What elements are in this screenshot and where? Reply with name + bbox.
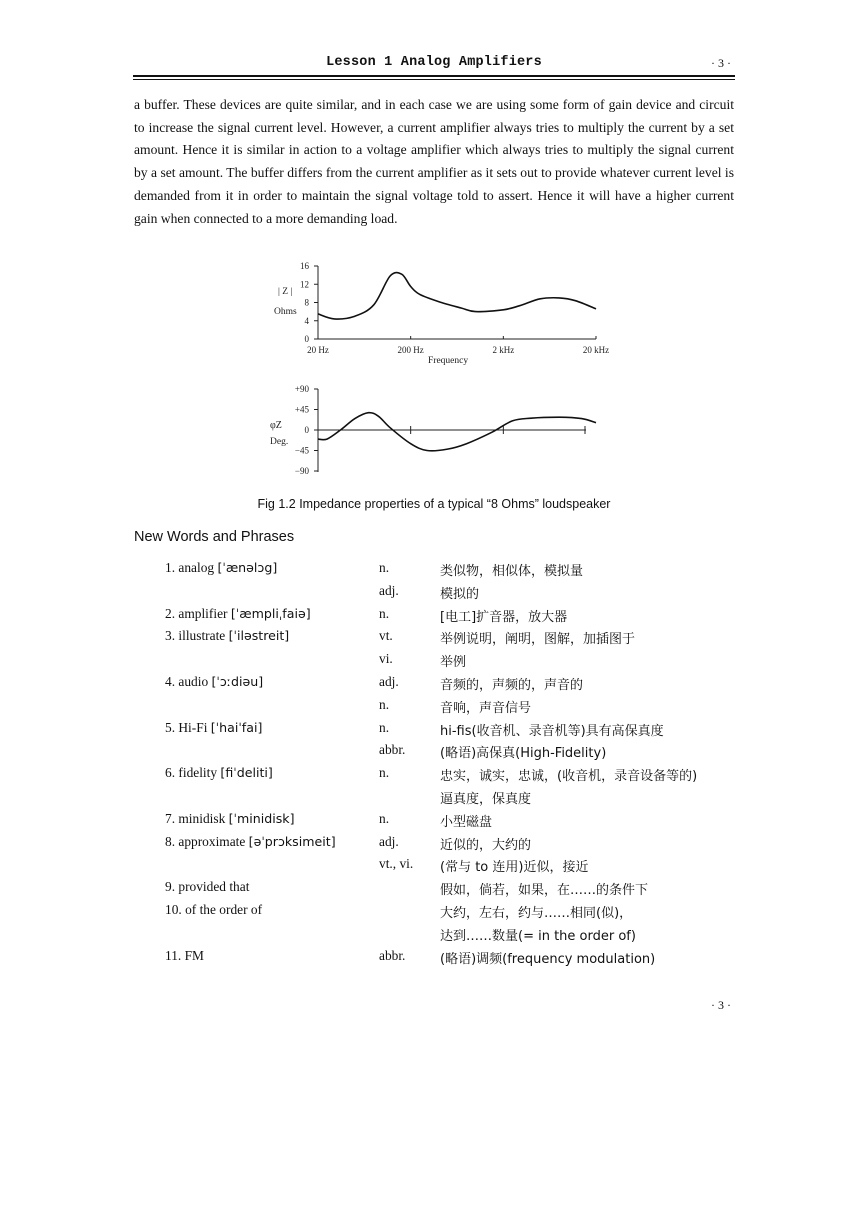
impedance-series-line: [318, 273, 596, 319]
vocabulary-meaning: [电工]扩音器，放大器: [440, 609, 568, 625]
vocabulary-part-of-speech: adj.: [379, 582, 399, 598]
vocabulary-pronunciation: [ˈiləstreit]: [228, 628, 290, 644]
impedance-y-tick-label: 12: [300, 279, 309, 290]
vocabulary-term: [165, 560, 277, 576]
vocabulary-term: [165, 834, 336, 850]
footer-page-number: · 3 ·: [711, 998, 731, 1012]
impedance-figure-svg: [262, 258, 610, 480]
vocabulary-word: 7. minidisk: [165, 810, 229, 826]
vocabulary-word: 10. of the order of: [165, 901, 263, 917]
vocabulary-part-of-speech: vi.: [379, 651, 393, 667]
impedance-ylabel-line1: | Z |: [278, 287, 293, 297]
impedance-x-tick-label: 20 Hz: [307, 345, 329, 355]
vocabulary-part-of-speech: n.: [379, 696, 390, 712]
vocabulary-meaning: (常与 to 连用)近似，接近: [440, 860, 589, 876]
vocabulary-row: [165, 720, 745, 743]
phase-y-tick-label: −90: [294, 466, 309, 476]
vocabulary-part-of-speech: n.: [379, 810, 390, 826]
vocabulary-word: 4. audio: [165, 673, 212, 689]
vocabulary-row: [165, 856, 745, 879]
figure-caption: Fig 1.2 Impedance properties of a typical “8 Ohms” loudspeaker: [257, 497, 611, 511]
vocabulary-meaning: 举例: [440, 655, 467, 671]
vocabulary-meaning: (略语)高保真(High-Fidelity): [440, 746, 607, 762]
vocabulary-part-of-speech: vt., vi.: [379, 856, 414, 872]
vocabulary-meaning: 近似的，大约的: [440, 837, 532, 853]
vocabulary-term: [165, 902, 262, 918]
vocabulary-meaning: 举例说明，阐明，图解，加插图于: [440, 632, 636, 648]
vocabulary-pronunciation: [ˈhaiˈfai]: [210, 719, 263, 735]
vocabulary-pronunciation: [əˈprɔksimeit]: [248, 833, 336, 849]
vocabulary-pronunciation: [fiˈdeliti]: [220, 765, 273, 781]
impedance-ylabel-line2: Ohms: [274, 307, 297, 317]
vocabulary-part-of-speech: vt.: [379, 628, 393, 644]
vocabulary-word: 2. amplifier: [165, 605, 231, 621]
vocabulary-row: [165, 674, 745, 697]
vocabulary-row: [165, 606, 745, 629]
vocabulary-meaning: 小型磁盘: [440, 814, 493, 830]
vocabulary-pronunciation: [ˈɔːdiəu]: [211, 673, 264, 689]
vocabulary-term: [165, 811, 295, 827]
header-title: Lesson 1 Analog Amplifiers: [326, 55, 542, 70]
vocabulary-meaning: 音响，声音信号: [440, 700, 532, 716]
vocabulary-pronunciation: [ˈæmpliˌfaiə]: [230, 605, 311, 621]
section-heading: New Words and Phrases: [134, 529, 295, 545]
vocabulary-row: [165, 651, 745, 674]
vocabulary-list: [165, 560, 745, 970]
phase-ylabel-unit: Deg.: [270, 437, 289, 447]
phase-y-tick-label: +90: [294, 384, 309, 394]
vocabulary-meaning: 逼真度，保真度: [440, 791, 532, 807]
impedance-xlabel: Frequency: [428, 356, 469, 366]
vocabulary-term: [165, 879, 249, 895]
vocabulary-row: [165, 765, 745, 788]
vocabulary-part-of-speech: n.: [379, 560, 390, 575]
impedance-x-tick-label: 2 kHz: [492, 345, 515, 355]
vocabulary-word: 9. provided that: [165, 879, 250, 895]
header-rule-thick: [133, 75, 735, 77]
impedance-x-tick-label: 200 Hz: [397, 345, 424, 355]
vocabulary-word: 11. FM: [165, 947, 204, 963]
impedance-y-tick-label: 16: [300, 261, 309, 271]
vocabulary-row: [165, 742, 745, 765]
vocabulary-part-of-speech: abbr.: [379, 742, 406, 758]
vocabulary-meaning: 达到……数量(= in the order of): [440, 928, 636, 944]
vocabulary-word: 6. fidelity: [165, 765, 221, 781]
phase-y-tick-label: −45: [294, 445, 309, 456]
vocabulary-word: 3. illustrate: [165, 628, 229, 644]
body-paragraph: a buffer. These devices are quite similar, and in each case we are using some form of gain device and circuit to increase the signal current level. However, a current amplifier always tries to multiply the current by a set amount. Hence it is similar in action to a voltage amplifier which always tries to multiply the signal current by a set amount. The buffer differs from the current amplifier as it sets out to provide whatever current level is demanded from it in order to maintain the signal voltage told to assert. Hence it will have a higher current gain when connected to a more demanding load.: [134, 97, 734, 226]
vocabulary-meaning: 类似物，相似体，模拟量: [440, 564, 584, 579]
impedance-y-tick-label: 4: [304, 315, 309, 326]
vocabulary-pronunciation: [ˈminidisk]: [228, 810, 295, 826]
vocabulary-row: [165, 948, 745, 971]
vocabulary-row: [165, 788, 745, 811]
vocabulary-part-of-speech: adj.: [379, 673, 399, 689]
impedance-y-tick-label: 8: [304, 297, 309, 308]
vocabulary-word: 1. analog: [165, 560, 218, 575]
phase-y-tick-label: 0: [304, 425, 309, 435]
vocabulary-row: [165, 902, 745, 925]
vocabulary-part-of-speech: n.: [379, 719, 390, 735]
vocabulary-meaning: 大约，左右，约与……相同(似)，: [440, 905, 633, 921]
vocabulary-word: 8. approximate: [165, 833, 249, 849]
vocabulary-part-of-speech: abbr.: [379, 947, 406, 963]
impedance-x-tick-label: 20 kHz: [582, 345, 610, 355]
vocabulary-row: [165, 834, 745, 857]
vocabulary-meaning: (略语)调频(frequency modulation): [440, 951, 656, 967]
vocabulary-term: [165, 948, 204, 964]
impedance-figure: [262, 258, 610, 480]
vocabulary-row: [165, 560, 745, 583]
vocabulary-row: [165, 697, 745, 720]
vocabulary-pronunciation: [ˈænəlɔg]: [217, 560, 278, 575]
vocabulary-part-of-speech: n.: [379, 765, 390, 781]
phase-ylabel-symbol: φZ: [270, 420, 282, 431]
vocabulary-term: [165, 720, 262, 736]
vocabulary-row: [165, 925, 745, 948]
vocabulary-row: [165, 879, 745, 902]
vocabulary-term: [165, 606, 311, 622]
vocabulary-part-of-speech: adj.: [379, 833, 399, 849]
vocabulary-term: [165, 765, 273, 781]
vocabulary-meaning: 模拟的: [440, 586, 480, 602]
vocabulary-word: 5. Hi-Fi: [165, 719, 211, 735]
vocabulary-term: [165, 674, 263, 690]
header-rule-thin: [133, 79, 735, 80]
impedance-y-tick-label: 0: [304, 334, 309, 344]
vocabulary-row: [165, 811, 745, 834]
header-page-number: · 3 ·: [711, 56, 731, 70]
vocabulary-term: [165, 628, 289, 644]
vocabulary-row: [165, 628, 745, 651]
phase-series-line: [318, 413, 596, 451]
vocabulary-meaning: 假如，倘若，如果，在……的条件下: [440, 883, 649, 899]
vocabulary-part-of-speech: n.: [379, 605, 390, 621]
vocabulary-meaning: hi-fis(收音机、录音机等)具有高保真度: [440, 723, 664, 739]
phase-y-tick-label: +45: [294, 404, 309, 415]
vocabulary-meaning: 忠实，诚实，忠诚，(收音机，录音设备等的): [440, 769, 698, 785]
running-header: [133, 54, 735, 74]
vocabulary-row: [165, 583, 745, 606]
vocabulary-meaning: 音频的，声频的，声音的: [440, 677, 584, 693]
